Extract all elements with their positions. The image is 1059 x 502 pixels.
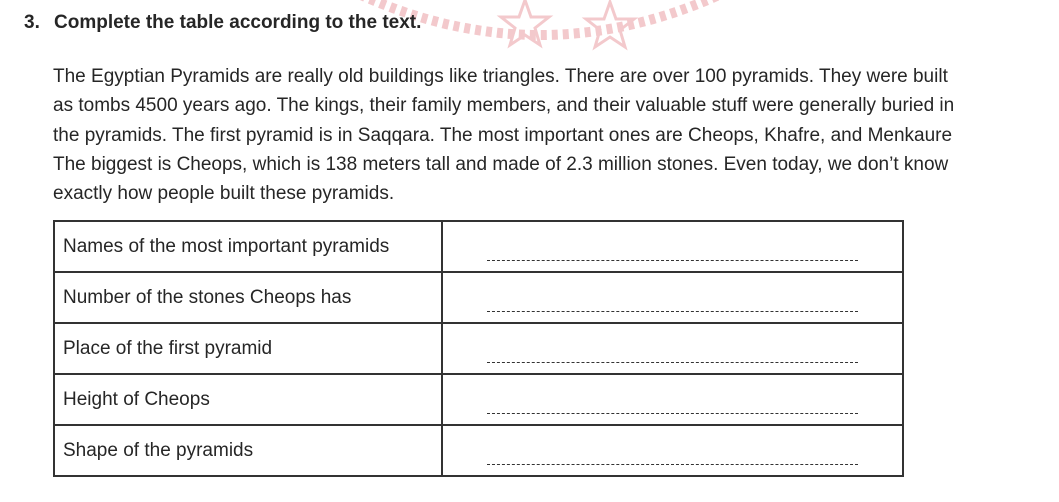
reading-passage — [53, 62, 1053, 208]
passage-line: as tombs 4500 years ago. The kings, their family members, and their valuable stuff were generally buried in — [53, 95, 955, 117]
question-heading — [24, 12, 421, 34]
answer-blank[interactable] — [442, 272, 903, 323]
table-row — [54, 374, 903, 425]
dashed-answer-line — [487, 413, 858, 414]
passage-line: the pyramids. The first pyramid is in Saqqara. The most important ones are Cheops, Khafre, and Menkaure — [53, 124, 953, 146]
passage-line: The Egyptian Pyramids are really old buildings like triangles. There are over 100 pyramids. They were built — [53, 66, 948, 87]
watermark-star-right — [586, 2, 634, 47]
row-label: Names of the most important pyramids — [54, 221, 442, 272]
row-label: Height of Cheops — [54, 374, 442, 425]
row-label: Number of the stones Cheops has — [54, 272, 442, 323]
passage-line: The biggest is Cheops, which is 138 meters tall and made of 2.3 million stones. Even today, we don’t know — [53, 153, 949, 175]
question-instruction: Complete the table according to the text. — [54, 12, 422, 33]
table-row — [54, 323, 903, 374]
table-row — [54, 272, 903, 323]
table-row — [54, 425, 903, 476]
row-label: Shape of the pyramids — [54, 425, 442, 476]
watermark-star-left — [501, 0, 549, 45]
row-label: Place of the first pyramid — [54, 323, 442, 374]
dashed-answer-line — [487, 464, 858, 465]
dashed-answer-line — [487, 260, 858, 261]
table-row — [54, 221, 903, 272]
dashed-answer-line — [487, 362, 858, 363]
question-number: 3. — [24, 12, 40, 33]
answer-blank[interactable] — [442, 323, 903, 374]
dashed-answer-line — [487, 311, 858, 312]
answer-blank[interactable] — [442, 374, 903, 425]
answer-table — [53, 220, 904, 477]
answer-blank[interactable] — [442, 425, 903, 476]
passage-line: exactly how people built these pyramids. — [53, 183, 395, 205]
answer-blank[interactable] — [442, 221, 903, 272]
